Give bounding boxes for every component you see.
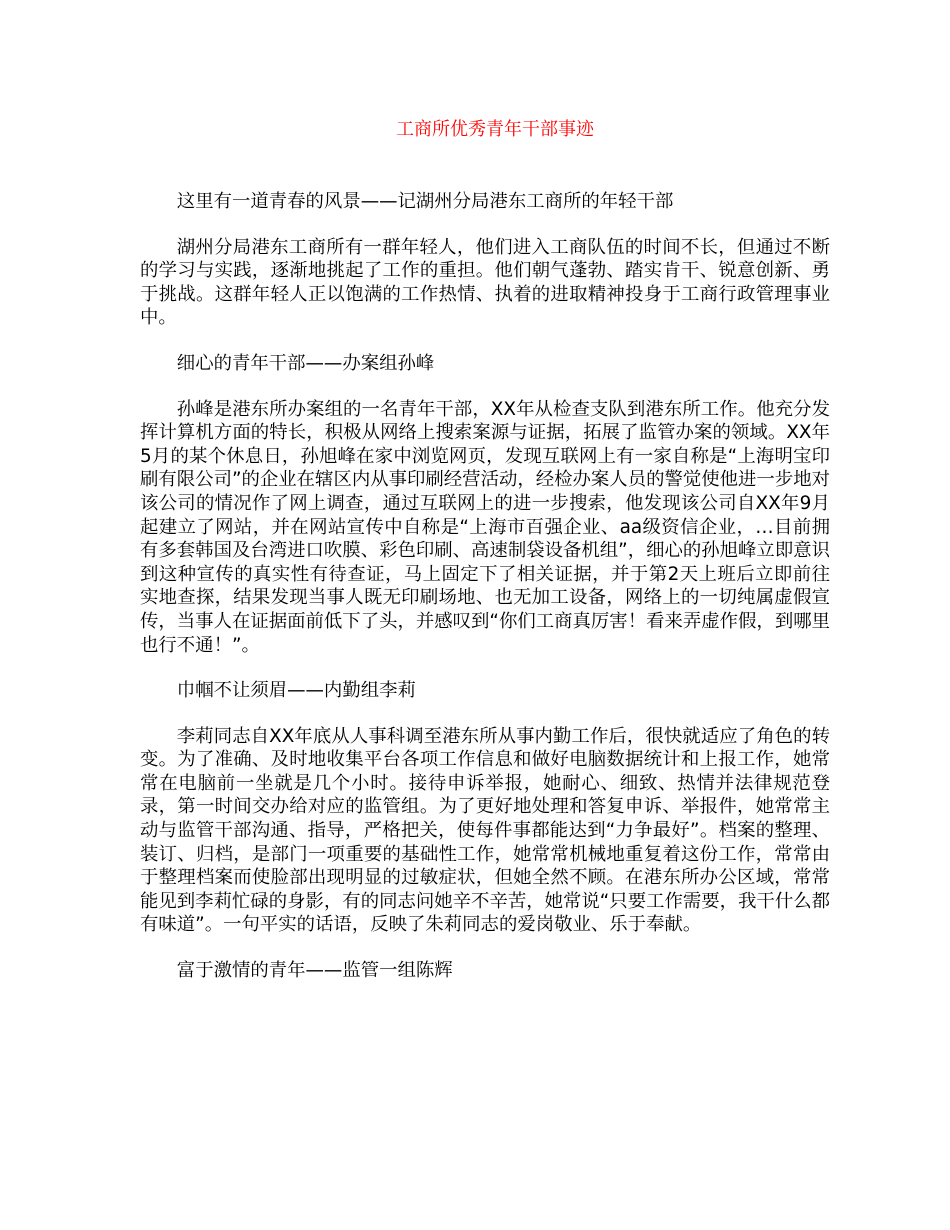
paragraph-sun-feng: 孙峰是港东所办案组的一名青年干部，XX年从检查支队到港东所工作。他充分发挥计算机方面的特长，积极从网络上搜索案源与证据，拓展了监管办案的领域。XX年5月的某个休息日，孙旭峰在家中浏览网页，发现互联网上有一家自称是“上海明宝印刷有限公司”的企业在辖区内从事印刷经营活动，经检办案人员的警觉使他进一步地对该公司的情况作了网上调查，通过互联网上的进一步搜索，他发现该公司自XX年9月起建立了网站，并在网站宣传中自称是“上海市百强企业、aa级资信企业，…目前拥有多套韩国及台湾进口吹膜、彩色印刷、高速制袋设备机组”，细心的孙旭峰立即意识到这种宣传的真实性有待查证，马上固定下了相关证据，并于第2天上班后立即前往实地查探，结果发现当事人既无印刷场地、也无加工设备，网络上的一切纯属虚假宣传，当事人在证据面前低下了头，并感叹到“你们工商真厉害！看来弄虚作假，到哪里也行不通！”。 xyxy=(140,398,830,656)
section-heading-chen-hui: 富于激情的青年——监管一组陈辉 xyxy=(176,960,453,982)
section-heading-sun-feng: 细心的青年干部——办案组孙峰 xyxy=(176,352,435,374)
document-body xyxy=(140,190,830,1005)
section-heading-li-li: 巾帼不让须眉——内勤组李莉 xyxy=(176,680,416,702)
paragraph-intro: 湖州分局港东工商所有一群年轻人，他们进入工商队伍的时间不长，但通过不断的学习与实践，逐渐地挑起了工作的重担。他们朝气蓬勃、踏实肯干、锐意创新、勇于挑战。这群年轻人正以饱满的工作热情、执着的进取精神投身于工商行政管理事业中。 xyxy=(140,236,830,329)
paragraph-li-li: 李莉同志自XX年底从人事科调至港东所从事内勤工作后，很快就适应了角色的转变。为了准确、及时地收集平台各项工作信息和做好电脑数据统计和上报工作，她常常在电脑前一坐就是几个小时。接待申诉举报，她耐心、细致、热情并法律规范登录，第一时间交办给对应的监管组。为了更好地处理和答复申诉、举报件，她常常主动与监管干部沟通、指导，严格把关，使每件事都能达到“力争最好”。档案的整理、装订、归档，是部门一项重要的基础性工作，她常常机械地重复着这份工作，常常由于整理档案而使脸部出现明显的过敏症状，但她全然不顾。在港东所办公区域，常常能见到李莉忙碌的身影，有的同志问她辛不辛苦，她常说“只要工作需要，我干什么都有味道”。一句平实的话语，反映了朱莉同志的爱岗敬业、乐于奉献。 xyxy=(140,725,830,936)
document-title: 工商所优秀青年干部事迹 xyxy=(396,119,594,140)
section-heading-intro: 这里有一道青春的风景——记湖州分局港东工商所的年轻干部 xyxy=(176,191,674,212)
